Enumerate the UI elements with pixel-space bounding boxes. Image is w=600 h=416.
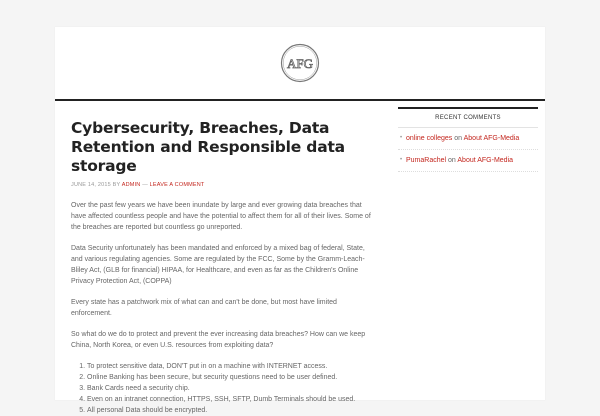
- bullet-icon: •: [400, 157, 403, 163]
- main-content: [71, 119, 377, 416]
- recent-comment-item: [398, 128, 538, 150]
- post-title-text[interactable]: Cybersecurity, Breaches, Data Retention and Responsible data storage: [71, 119, 345, 175]
- comment-author-link[interactable]: PumaRachel: [406, 157, 447, 164]
- afg-monogram-logo-icon: [280, 43, 320, 83]
- site-logo-link[interactable]: [280, 43, 320, 83]
- list-item: 5. All personal Data should be encrypted.: [87, 405, 377, 416]
- comment-post-link[interactable]: About AFG-Media: [457, 157, 514, 164]
- post-article: [71, 119, 377, 416]
- list-item: 3. Bank Cards need a security chip.: [87, 383, 377, 394]
- sidebar: [398, 107, 538, 172]
- comment-post-link[interactable]: About AFG-Media: [463, 135, 520, 142]
- recent-comments-widget: [398, 107, 538, 172]
- list-item: 1. To protect sensitive data, DON'T put in on a machine with INTERNET access.: [87, 361, 377, 372]
- comment-on: on: [454, 135, 463, 142]
- recent-comment-item: [398, 150, 538, 172]
- bullet-icon: •: [400, 135, 403, 141]
- post-date: JUNE 14, 2015: [71, 182, 111, 188]
- post-content: [71, 200, 377, 416]
- post-paragraph: Over the past few years we have been inundate by large and ever growing data breaches that have affected countless people and have the potential to affect them for all of their lives. Some of the breaches are reported but countless go unreported.: [71, 202, 371, 231]
- comment-on: on: [448, 157, 456, 164]
- post-meta: [71, 182, 377, 188]
- post-author-link[interactable]: ADMIN: [121, 182, 141, 188]
- site-header: [55, 27, 545, 101]
- widget-title: RECENT COMMENTS: [398, 107, 538, 128]
- list-item: 2. Online Banking has been secure, but security questions need to be user defined.: [87, 372, 377, 383]
- post-by: BY: [112, 182, 121, 188]
- post-paragraph: Every state has a patchwork mix of what can and can't be done, but most have limited enforcement.: [71, 299, 337, 317]
- post-paragraph: Data Security unfortunately has been mandated and enforced by a mixed bag of federal, State, and various regulating agencies. Some are regulated by the FCC, Some by the Gramm-Leach-Bliley Act, (GLB for financial) HIPAA, for Healthcare, and even as far as the Children's Online Privacy Protection Act, (COPPA): [71, 245, 365, 285]
- site-container: [55, 27, 545, 414]
- comment-author-link[interactable]: online colleges: [406, 135, 453, 142]
- recent-comments-list: [398, 128, 538, 172]
- post-meta-separator: —: [142, 182, 148, 188]
- list-item: 4. Even on an intranet connection, HTTPS, SSH, SFTP, Dumb Terminals should be used.: [87, 394, 377, 405]
- post-paragraph: So what do we do to protect and prevent the ever increasing data breaches? How can we keep China, North Korea, or even U.S. resources from exploiting data?: [71, 331, 366, 349]
- post-title[interactable]: [71, 119, 377, 176]
- logo-text: AFG: [286, 56, 314, 71]
- post-ordered-list: [71, 361, 377, 416]
- leave-comment-link[interactable]: LEAVE A COMMENT: [149, 182, 205, 188]
